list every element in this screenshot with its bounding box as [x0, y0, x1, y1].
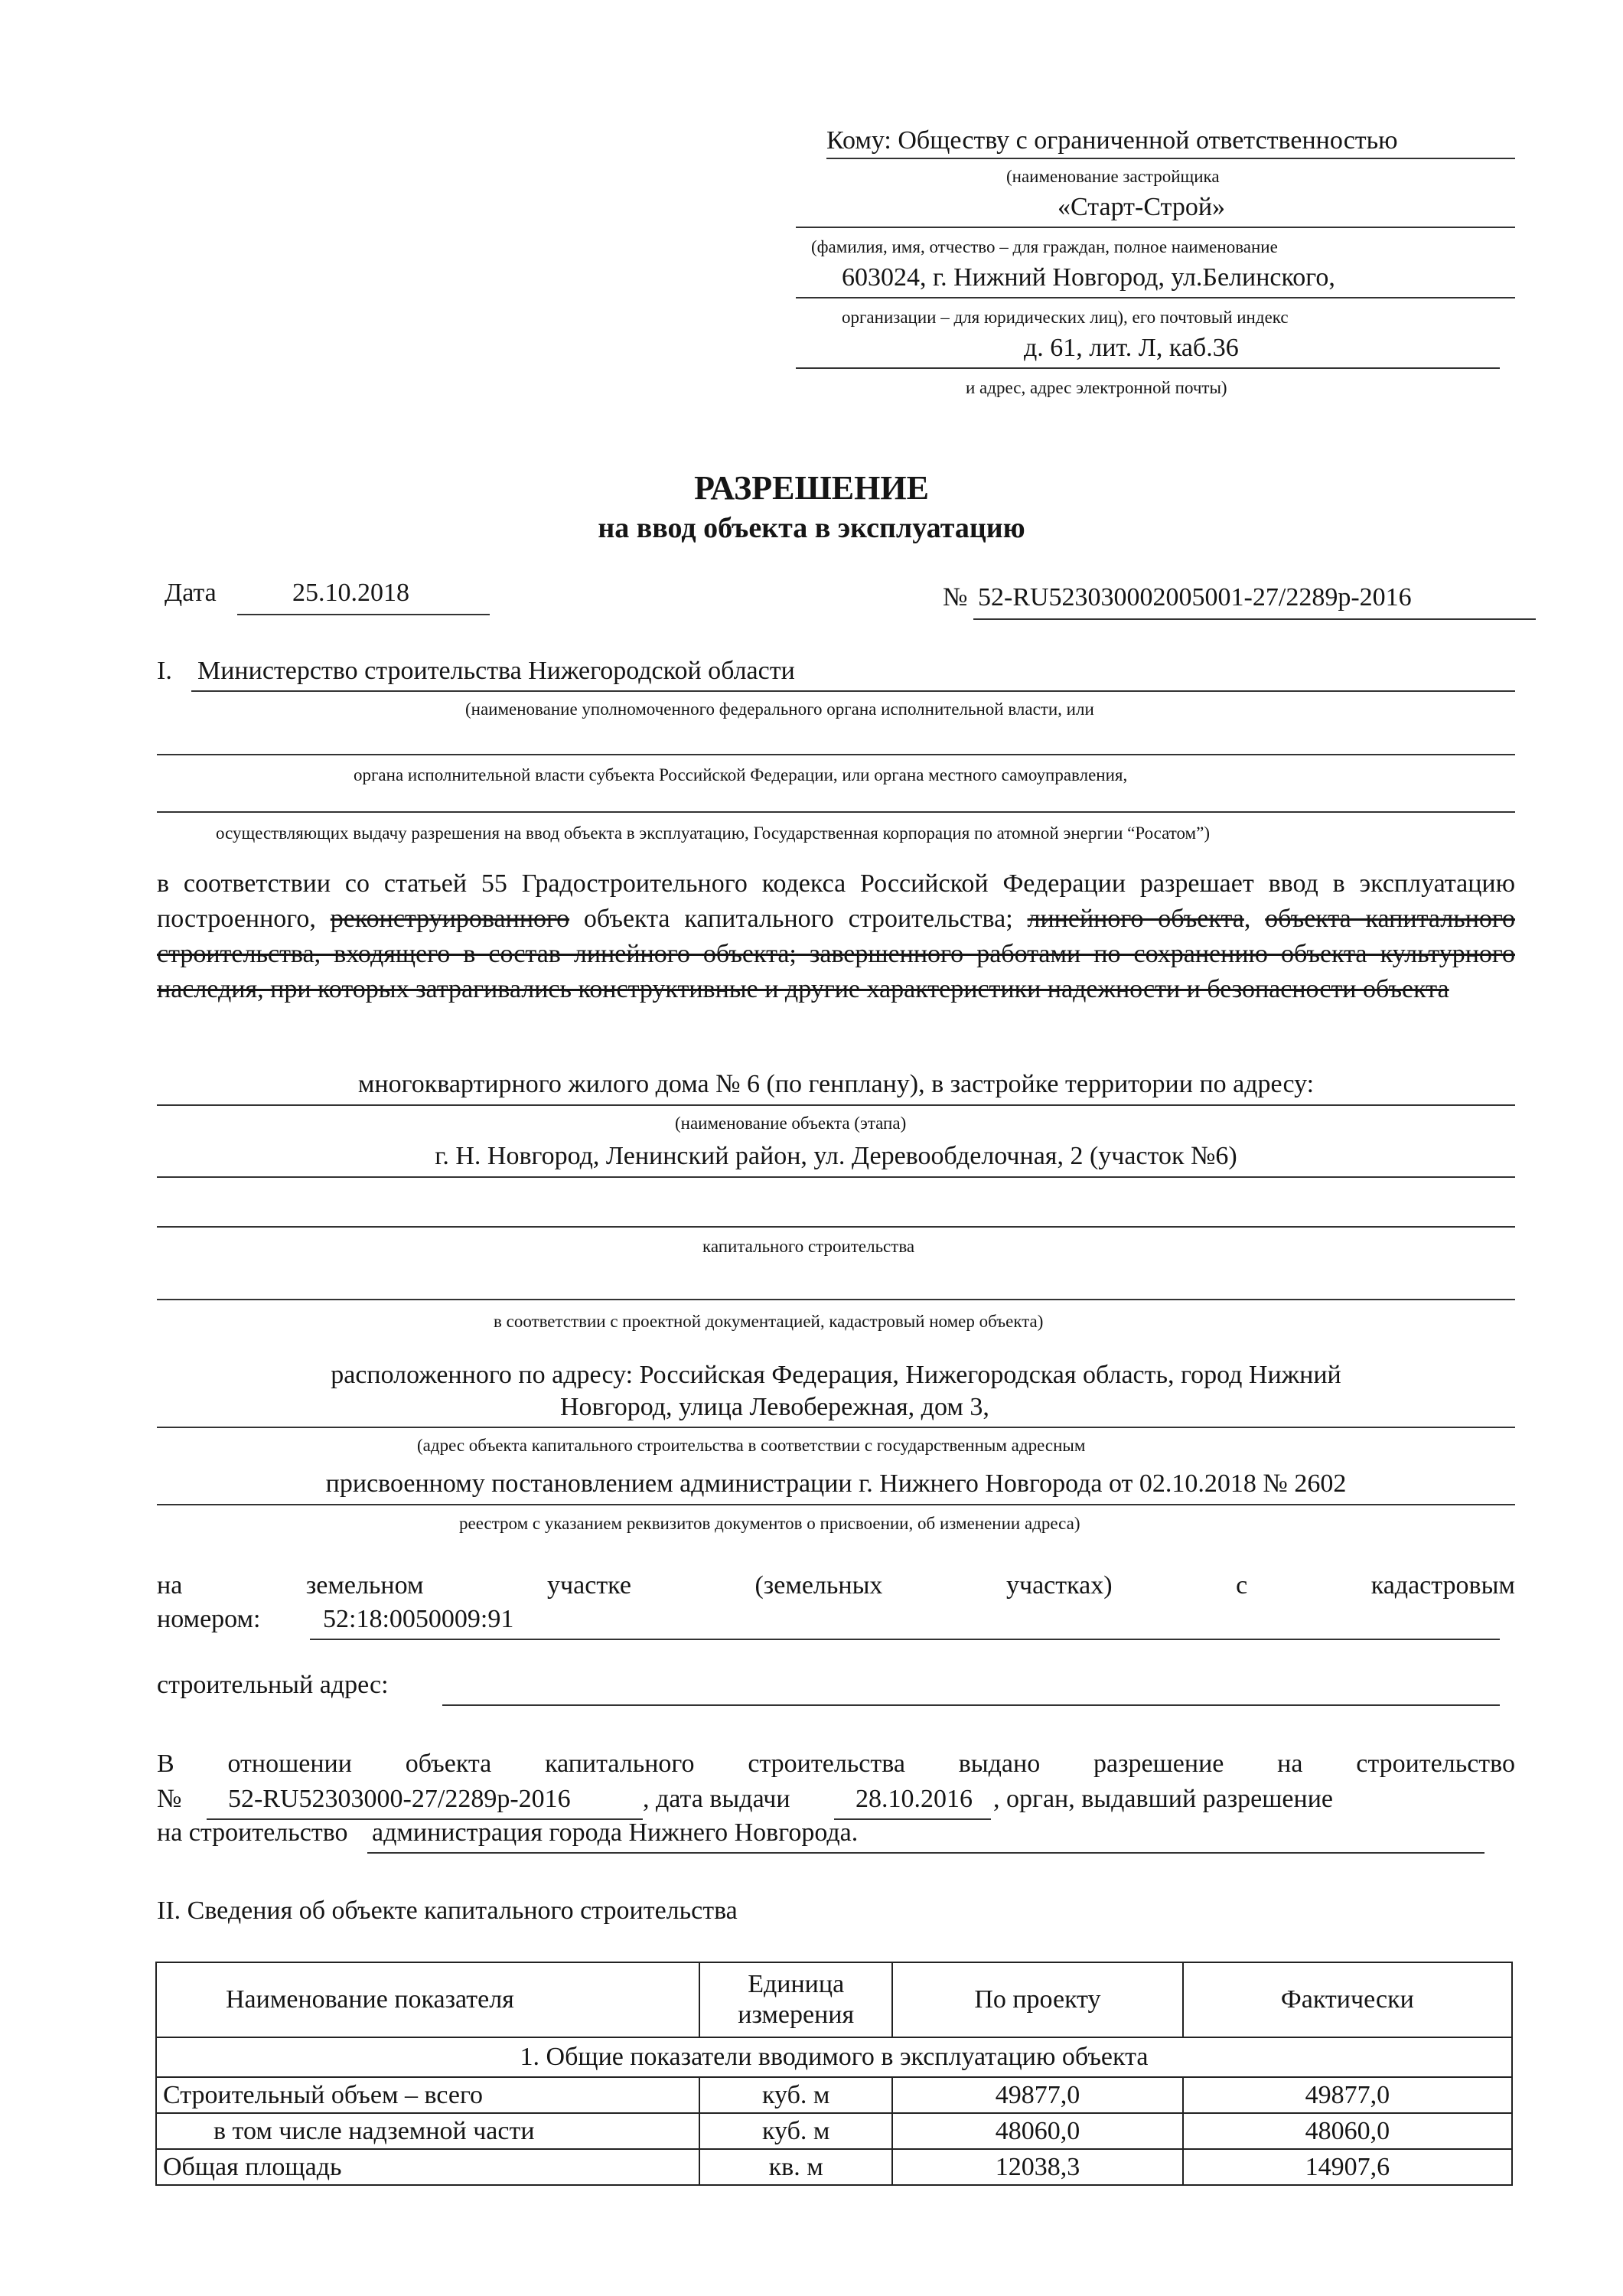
land-word: на — [157, 1571, 183, 1600]
addressee-line-3: 603024, г. Нижний Новгород, ул.Белинского, — [842, 263, 1335, 292]
actual-value: 14907,6 — [1183, 2149, 1512, 2185]
paragraph-text: объекта капитального строительства; — [569, 905, 1028, 933]
indicator-name: Строительный объем – всего — [156, 2077, 699, 2113]
table-row — [156, 2077, 1512, 2113]
permit-number: 52-RU523030002005001-27/2289р-2016 — [978, 583, 1412, 612]
location-line-2: Новгород, улица Левобережная, дом 3, — [560, 1393, 989, 1421]
issuing-body: администрация города Нижнего Новгорода. — [372, 1818, 859, 1847]
construction-address-label: строительный адрес: — [157, 1671, 389, 1699]
divider — [310, 1639, 1500, 1640]
divider — [442, 1704, 1500, 1706]
location-line-1: расположенного по адресу: Российская Федерация, Нижегородская область, город Нижний — [331, 1361, 1341, 1389]
group-heading: 1. Общие показатели вводимого в эксплуатацию объекта — [156, 2037, 1512, 2077]
planned-value: 48060,0 — [892, 2113, 1183, 2149]
planned-value: 49877,0 — [892, 2077, 1183, 2113]
date-value: 25.10.2018 — [292, 579, 409, 607]
permission-paragraph — [157, 866, 1515, 1007]
document-subtitle: на ввод объекта в эксплуатацию — [598, 512, 1025, 544]
object-note-3: в соответствии с проектной документацией, кадастровый номер объекта) — [494, 1312, 1044, 1331]
indicator-name: Общая площадь — [156, 2149, 699, 2185]
addressee-line-2: «Старт-Строй» — [1058, 193, 1226, 221]
divider — [157, 1504, 1515, 1505]
divider — [157, 1104, 1515, 1106]
divider — [157, 811, 1515, 813]
permit-number-label: № — [157, 1785, 182, 1813]
section-2-heading: II. Сведения об объекте капитального строительства — [157, 1896, 738, 1925]
divider — [796, 227, 1515, 228]
authority-note-1: (наименование уполномоченного федерального органа исполнительной власти, или — [465, 700, 1094, 719]
divider — [826, 158, 1515, 159]
struck-text: линейного объекта — [1027, 905, 1244, 933]
land-word: участке — [547, 1571, 631, 1600]
addressee-line-4: д. 61, лит. Л, каб.36 — [1024, 334, 1239, 362]
location-note-2: реестром с указанием реквизитов документов о присвоении, об изменении адреса) — [459, 1514, 1080, 1533]
divider — [157, 1299, 1515, 1300]
divider — [237, 614, 490, 615]
addressee-note-2: (фамилия, имя, отчество – для граждан, полное наименование — [811, 237, 1278, 256]
struck-text: объекта капитального строительства, входящего в состав линейного объекта; завершенного работами по сохранению объекта культурного наследия, при которых затрагивались конструктивные и другие характеристики надежности и безопасности объекта — [157, 905, 1516, 1003]
object-name: многоквартирного жилого дома № 6 (по генплану), в застройке территории по адресу: — [357, 1070, 1315, 1098]
column-header: Единица измерения — [699, 1962, 892, 2037]
divider — [367, 1852, 1484, 1854]
issuer-line-label: на строительство — [157, 1818, 348, 1847]
issue-date: 28.10.2016 — [855, 1785, 973, 1813]
issue-date-label: , дата выдачи — [643, 1785, 790, 1813]
object-note-2: капитального строительства — [702, 1237, 915, 1256]
divider — [157, 1427, 1515, 1428]
issuer-label: , орган, выдавший разрешение — [993, 1785, 1334, 1813]
object-note-1: (наименование объекта (этапа) — [675, 1114, 907, 1133]
column-header: По проекту — [892, 1962, 1183, 2037]
unit: куб. м — [699, 2113, 892, 2149]
land-plot-line — [157, 1571, 1515, 1600]
divider — [191, 690, 1515, 692]
document-title: РАЗРЕШЕНИЕ — [694, 469, 929, 507]
number-label: № — [943, 583, 968, 612]
cadastral-number: 52:18:0050009:91 — [323, 1605, 514, 1633]
paragraph-text: в соответствии со статьей 55 Градостроительного кодекса Российской Федерации разрешает ввод в эксплуатацию построенного, — [157, 869, 1515, 933]
address-assignment: присвоенному постановлением администрации г. Нижнего Новгорода от 02.10.2018 № 2602 — [325, 1469, 1347, 1498]
table-row — [156, 2149, 1512, 2185]
indicator-name: в том числе надземной части — [156, 2113, 699, 2149]
land-word: (земельных — [754, 1571, 883, 1600]
column-header: Фактически — [1183, 1962, 1512, 2037]
authority-note-3: осуществляющих выдачу разрешения на ввод объекта в эксплуатацию, Государственная корпорация по атомной энергии “Росатом”) — [216, 823, 1210, 843]
authority-note-2: органа исполнительной власти субъекта Российской Федерации, или органа местного самоуправления, — [354, 765, 1128, 784]
section-1-numeral: I. — [157, 657, 172, 685]
table-row — [156, 2113, 1512, 2149]
building-permit-number: 52-RU52303000-27/2289р-2016 — [228, 1785, 571, 1813]
unit: кв. м — [699, 2149, 892, 2185]
table-header-row — [156, 1962, 1512, 2037]
land-word: земельном — [305, 1571, 424, 1600]
permit-line-1: В отношении объекта капитального строительства выдано разрешение на строительство — [157, 1750, 1515, 1778]
divider — [796, 367, 1500, 369]
table-group-row — [156, 2037, 1512, 2077]
date-label: Дата — [165, 579, 217, 607]
addressee-note-1: (наименование застройщика — [1006, 167, 1220, 186]
actual-value: 48060,0 — [1183, 2113, 1512, 2149]
planned-value: 12038,3 — [892, 2149, 1183, 2185]
addressee-note-4: и адрес, адрес электронной почты) — [966, 378, 1227, 397]
object-address: г. Н. Новгород, Ленинский район, ул. Деревообделочная, 2 (участок №6) — [435, 1142, 1237, 1170]
addressee-line-1: Кому: Обществу с ограниченной ответственностью — [826, 126, 1398, 155]
divider — [157, 754, 1515, 755]
addressee-note-3: организации – для юридических лиц), его почтовый индекс — [842, 308, 1289, 327]
cadastral-label: номером: — [157, 1605, 261, 1633]
issuing-authority: Министерство строительства Нижегородской области — [197, 657, 795, 685]
divider — [973, 618, 1536, 620]
divider — [157, 1226, 1515, 1228]
struck-text: реконструированного — [330, 905, 570, 933]
actual-value: 49877,0 — [1183, 2077, 1512, 2113]
divider — [157, 1176, 1515, 1178]
land-word: участках) — [1005, 1571, 1113, 1600]
paragraph-text: , — [1243, 905, 1266, 933]
object-parameters-table — [155, 1962, 1513, 2186]
land-word: кадастровым — [1370, 1571, 1515, 1600]
divider — [796, 297, 1515, 298]
land-word: с — [1236, 1571, 1248, 1600]
location-note-1: (адрес объекта капитального строительства в соответствии с государственным адресным — [417, 1436, 1086, 1455]
unit: куб. м — [699, 2077, 892, 2113]
column-header: Наименование показателя — [156, 1962, 699, 2037]
